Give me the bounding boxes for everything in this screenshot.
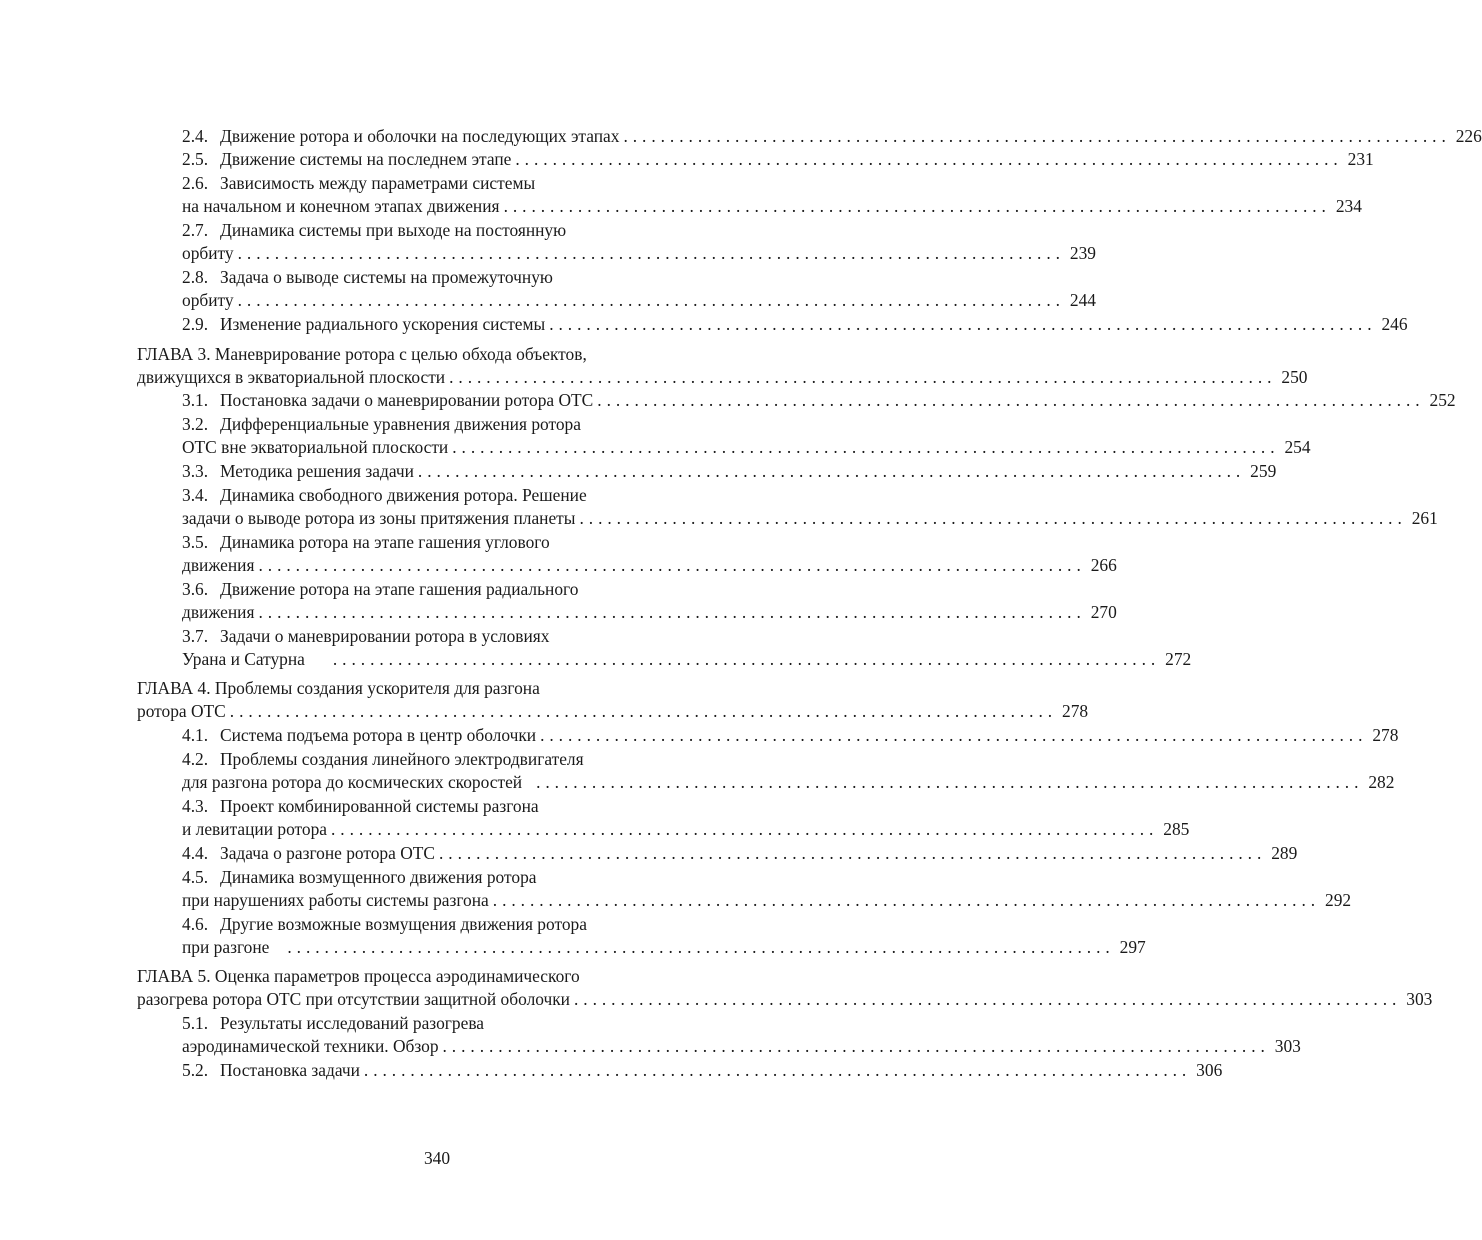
section-title-cont: для разгона ротора до космических скоростей <box>182 772 523 792</box>
toc-chapter-5[interactable] <box>137 965 746 987</box>
dot-leader <box>504 195 1326 217</box>
section-title: Постановка задачи <box>220 1060 360 1080</box>
chapter-title-cont: разогрева ротора ОТС при отсутствии защитной оболочки <box>137 989 570 1009</box>
toc-chapter-4[interactable] <box>137 677 746 699</box>
section-title: Дифференциальные уравнения движения ротора <box>220 414 581 434</box>
page-ref: 252 <box>1429 390 1456 410</box>
dot-leader <box>230 700 1052 722</box>
section-number: 2.7. <box>182 220 209 240</box>
toc-entry-2-7[interactable] <box>182 219 746 241</box>
page-ref: 226 <box>1455 126 1482 146</box>
page-ref: 259 <box>1250 461 1277 481</box>
section-number: 4.1. <box>182 725 209 745</box>
page-ref: 306 <box>1196 1060 1223 1080</box>
dot-leader <box>493 889 1315 911</box>
section-number: 2.6. <box>182 173 209 193</box>
section-number: 4.6. <box>182 914 209 934</box>
toc-entry-3-2[interactable] <box>182 413 746 435</box>
section-number: 2.5. <box>182 149 209 169</box>
page-ref: 278 <box>1062 701 1089 721</box>
section-title: Проект комбинированной системы разгона <box>220 796 539 816</box>
toc-entry-2-8-cont[interactable] <box>182 289 1096 311</box>
section-number: 3.4. <box>182 485 209 505</box>
toc-chapter-3-cont[interactable] <box>137 366 1308 388</box>
page-ref: 285 <box>1163 819 1190 839</box>
toc-entry-3-2-cont[interactable] <box>182 436 1311 458</box>
section-title-cont: Урана и Сатурна <box>182 649 305 669</box>
section-title: Другие возможные возмущения движения ротора <box>220 914 587 934</box>
page-ref: 266 <box>1090 555 1117 575</box>
section-title: Система подъема ротора в центр оболочки <box>220 725 537 745</box>
toc-entry-4-4[interactable] <box>182 842 1298 864</box>
section-number: 3.1. <box>182 390 209 410</box>
dot-leader <box>439 842 1261 864</box>
section-title-cont: на начальном и конечном этапах движения <box>182 196 500 216</box>
chapter-title: ГЛАВА 3. Маневрирование ротора с целью обхода объектов, <box>137 344 587 364</box>
section-title: Движение системы на последнем этапе <box>220 149 512 169</box>
toc-entry-3-5-cont[interactable] <box>182 554 1117 576</box>
toc-entry-2-6-cont[interactable] <box>182 195 1362 217</box>
dot-leader <box>258 554 1080 576</box>
dot-leader <box>331 818 1153 840</box>
toc-entry-4-5-cont[interactable] <box>182 889 1352 911</box>
section-number: 4.4. <box>182 843 209 863</box>
dot-leader <box>549 313 1371 335</box>
toc-entry-4-2-cont[interactable] <box>182 771 1395 793</box>
toc-entry-4-2[interactable] <box>182 748 746 770</box>
page-ref: 254 <box>1284 437 1311 457</box>
page-ref: 244 <box>1069 290 1096 310</box>
page-number: 340 <box>423 1148 451 1168</box>
chapter-title: ГЛАВА 4. Проблемы создания ускорителя для разгона <box>137 678 540 698</box>
dot-leader <box>333 648 1155 670</box>
section-title: Динамика возмущенного движения ротора <box>220 867 537 887</box>
toc-chapter-4-cont[interactable] <box>137 700 1089 722</box>
page-ref: 246 <box>1381 314 1408 334</box>
section-title-cont: движения <box>182 602 255 622</box>
section-title-cont: и левитации ротора <box>182 819 328 839</box>
dot-leader <box>597 389 1419 411</box>
page-ref: 231 <box>1347 149 1374 169</box>
toc-chapter-3[interactable] <box>137 343 746 365</box>
section-number: 2.4. <box>182 126 209 146</box>
toc-entry-3-5[interactable] <box>182 531 746 553</box>
section-title: Динамика ротора на этапе гашения углового <box>220 532 550 552</box>
page-ref: 303 <box>1406 989 1433 1009</box>
page-ref: 234 <box>1335 196 1362 216</box>
dot-leader <box>443 1035 1265 1057</box>
toc-entry-2-9[interactable] <box>182 313 1408 335</box>
page-ref: 303 <box>1274 1036 1301 1056</box>
toc-entry-4-3-cont[interactable] <box>182 818 1190 840</box>
toc-entry-3-4[interactable] <box>182 484 746 506</box>
toc-entry-4-1[interactable] <box>182 724 1399 746</box>
chapter-title: ГЛАВА 5. Оценка параметров процесса аэродинамического <box>137 966 580 986</box>
section-title-cont: ОТС вне экваториальной плоскости <box>182 437 449 457</box>
dot-leader <box>238 242 1060 264</box>
page-ref: 239 <box>1069 243 1096 263</box>
section-number: 4.5. <box>182 867 209 887</box>
toc-entry-2-4[interactable] <box>182 125 1482 147</box>
toc-entry-5-2[interactable] <box>182 1059 1223 1081</box>
dot-leader <box>418 460 1240 482</box>
toc-entry-4-6[interactable] <box>182 913 746 935</box>
page-ref: 282 <box>1368 772 1395 792</box>
section-title-cont: движения <box>182 555 255 575</box>
dot-leader <box>623 125 1445 147</box>
section-title: Задача о выводе системы на промежуточную <box>220 267 553 287</box>
toc-entry-4-6-cont[interactable] <box>182 936 1146 958</box>
page-ref: 272 <box>1165 649 1192 669</box>
section-title: Задача о разгоне ротора ОТС <box>220 843 435 863</box>
section-number: 5.1. <box>182 1013 209 1033</box>
dot-leader <box>515 148 1337 170</box>
section-number: 3.7. <box>182 626 209 646</box>
section-title-cont: аэродинамической техники. Обзор <box>182 1036 439 1056</box>
dot-leader <box>574 988 1396 1010</box>
section-number: 4.3. <box>182 796 209 816</box>
toc-chapter-5-cont[interactable] <box>137 988 1433 1010</box>
section-number: 3.5. <box>182 532 209 552</box>
toc-entry-5-1-cont[interactable] <box>182 1035 1301 1057</box>
section-title: Движение ротора на этапе гашения радиального <box>220 579 579 599</box>
section-title: Проблемы создания линейного электродвигателя <box>220 749 584 769</box>
page-ref: 292 <box>1325 890 1352 910</box>
toc-entry-3-4-cont[interactable] <box>182 507 1438 529</box>
toc-entry-3-1[interactable] <box>182 389 1456 411</box>
page-ref: 270 <box>1090 602 1117 622</box>
toc-entry-2-7-cont[interactable] <box>182 242 1096 264</box>
section-title: Движение ротора и оболочки на последующих этапах <box>220 126 620 146</box>
toc-entry-2-6[interactable] <box>182 172 746 194</box>
section-title: Задачи о маневрировании ротора в условиях <box>220 626 550 646</box>
section-number: 2.9. <box>182 314 209 334</box>
chapter-title-cont: ротора ОТС <box>137 701 226 721</box>
section-number: 3.6. <box>182 579 209 599</box>
section-title-cont: орбиту <box>182 243 234 263</box>
section-number: 2.8. <box>182 267 209 287</box>
dot-leader <box>579 507 1401 529</box>
dot-leader <box>287 936 1109 958</box>
dot-leader <box>238 289 1060 311</box>
toc-entry-2-5[interactable] <box>182 148 1374 170</box>
dot-leader <box>449 366 1271 388</box>
toc-entry-5-1[interactable] <box>182 1012 746 1034</box>
section-title: Результаты исследований разогрева <box>220 1013 485 1033</box>
section-number: 4.2. <box>182 749 209 769</box>
dot-leader <box>536 771 1358 793</box>
toc-entry-3-7[interactable] <box>182 625 746 647</box>
section-title-cont: задачи о выводе ротора из зоны притяжения планеты <box>182 508 576 528</box>
section-title-cont: орбиту <box>182 290 234 310</box>
toc-entry-4-5[interactable] <box>182 866 746 888</box>
toc-entry-3-7-cont[interactable] <box>182 648 1192 670</box>
section-number: 5.2. <box>182 1060 209 1080</box>
toc-entry-3-6-cont[interactable] <box>182 601 1117 623</box>
toc-entry-4-3[interactable] <box>182 795 746 817</box>
dot-leader <box>258 601 1080 623</box>
dot-leader <box>540 724 1362 746</box>
section-title: Методика решения задачи <box>220 461 414 481</box>
toc-entry-3-3[interactable] <box>182 460 1277 482</box>
section-title: Постановка задачи о маневрировании ротора ОТС <box>220 390 594 410</box>
section-title: Зависимость между параметрами системы <box>220 173 536 193</box>
page-ref: 261 <box>1411 508 1438 528</box>
section-title: Динамика свободного движения ротора. Решение <box>220 485 587 505</box>
page-ref: 250 <box>1281 367 1308 387</box>
section-title-cont: при разгоне <box>182 937 270 957</box>
section-title-cont: при нарушениях работы системы разгона <box>182 890 489 910</box>
section-number: 3.2. <box>182 414 209 434</box>
section-title: Изменение радиального ускорения системы <box>220 314 546 334</box>
toc-entry-2-8[interactable] <box>182 266 746 288</box>
page-ref: 297 <box>1119 937 1146 957</box>
section-number: 3.3. <box>182 461 209 481</box>
toc-entry-3-6[interactable] <box>182 578 746 600</box>
dot-leader <box>364 1059 1186 1081</box>
chapter-title-cont: движущихся в экваториальной плоскости <box>137 367 446 387</box>
section-title: Динамика системы при выходе на постоянную <box>220 220 567 240</box>
page-ref: 278 <box>1372 725 1399 745</box>
dot-leader <box>452 436 1274 458</box>
page-ref: 289 <box>1271 843 1298 863</box>
